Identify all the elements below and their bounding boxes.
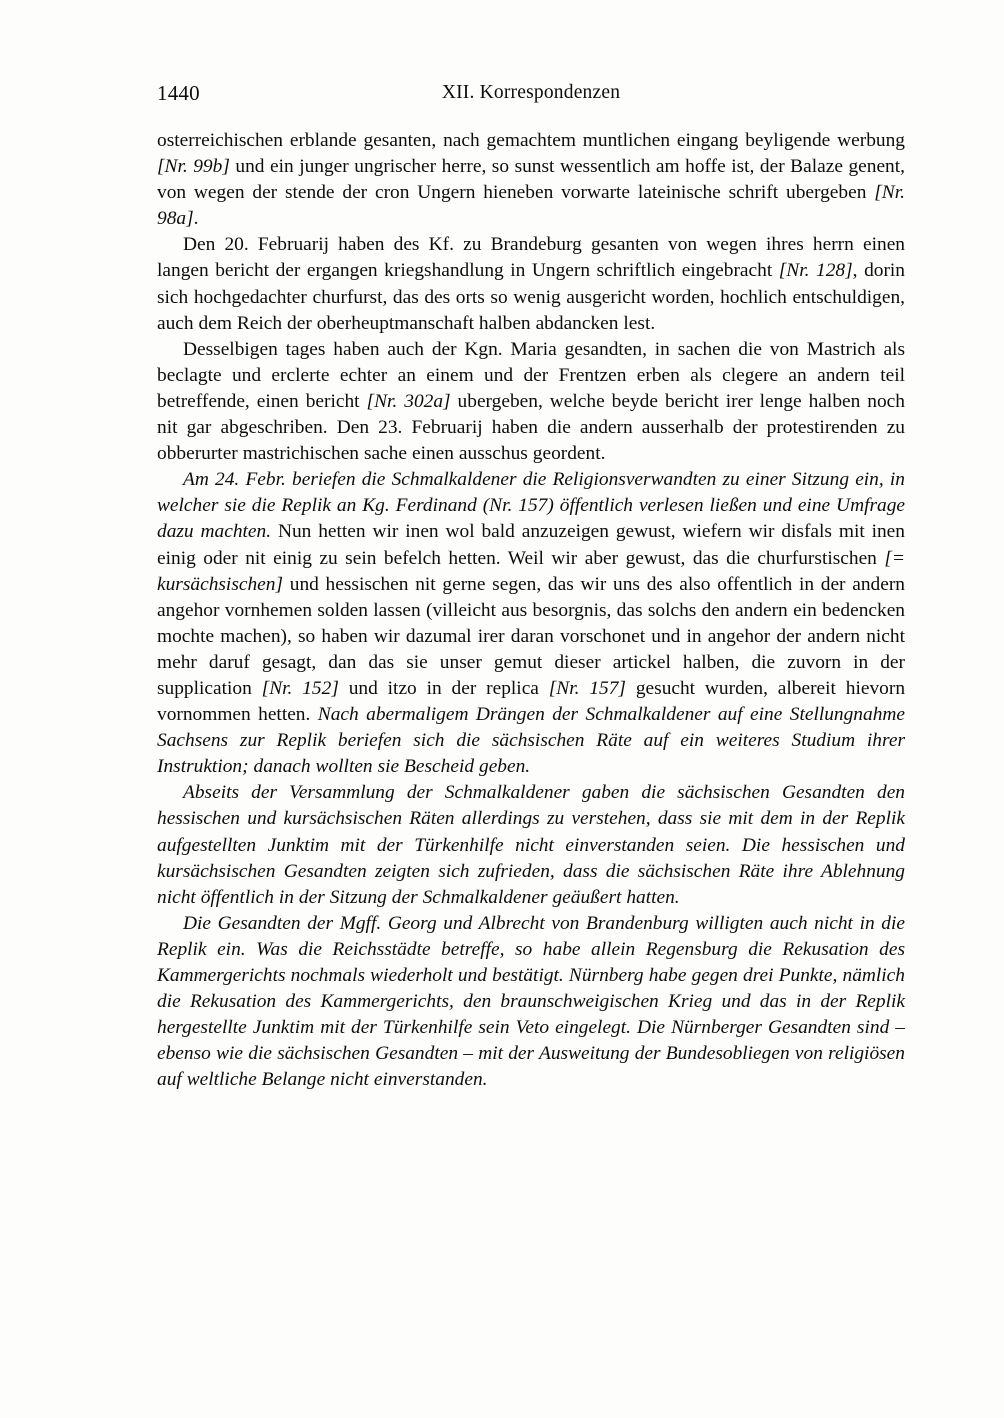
paragraph-p3 xyxy=(157,337,905,467)
italic-run: [Nr. 302a] xyxy=(366,390,451,412)
italic-run: [Nr. 157] xyxy=(548,677,626,699)
roman-run: Nun hetten wir inen wol bald anzuzeigen gewust, wiefern wir disfals mit inen einig oder nit einig zu sein befelch hetten. Weil wir aber gewust, das die churfurstischen xyxy=(157,521,905,569)
italic-run: Am 24. Febr. beriefen die Schmalkaldener die Religionsverwandten zu einer Sitzung ein, in welcher sie die Replik an Kg. Ferdinand (Nr. 157) öffentlich verlesen ließen und eine Umfrage dazu machten. xyxy=(157,469,905,543)
page-number: 1440 xyxy=(157,81,200,105)
italic-run: [Nr. 152] xyxy=(261,677,339,699)
paragraph-p6 xyxy=(157,911,905,1094)
italic-run: Die Gesandten der Mgff. Georg und Albrecht von Brandenburg willigten auch nicht in die Replik ein. Was die Reichsstädte betreffe, so habe allein Regensburg die Rekusation des Kammergerichts nochmals wiederholt und bestätigt. Nürnberg habe gegen drei Punkte, nämlich die Rekusation des Kammergerichts, den braunschweigischen Krieg und das in der Replik hergestellte Junktim mit der Türkenhilfe sein Veto eingelegt. Die Nürnberger Gesandten sind – ebenso wie die sächsischen Gesandten – mit der Ausweitung der Bundesobliegen von religiösen auf weltliche Belange nicht einverstanden. xyxy=(157,912,905,1091)
paragraph-p1 xyxy=(157,128,905,232)
italic-run: Abseits der Versammlung der Schmalkaldener gaben die sächsischen Gesandten den hessischen und kursächsischen Räten allerdings zu verstehen, dass sie mit dem in der Replik aufgestellten Junktim mit der Türkenhilfe nicht einverstanden seien. Die hessischen und kursächsischen Gesandten zeigten sich zufrieden, dass die sächsischen Räte ihre Ablehnung nicht öffentlich in der Sitzung der Schmalkaldener geäußert hatten. xyxy=(157,782,905,908)
paragraph-p2 xyxy=(157,232,905,336)
paragraph-p4 xyxy=(157,467,905,780)
roman-run: ubergeben, welche beyde bericht irer lenge halben noch nit gar abgeschriben. Den 23. Februarij haben die andern ausserhalb der protestirenden zu obberurter mastrichischen sache einen ausschus geordent. xyxy=(157,390,905,465)
roman-run: und hessischen nit gerne segen, das wir uns des also offentlich in der andern angehor vornhemen solden lassen (villeicht aus besorgnis, das solchs den andern ein bedencken mochte machen), so haben wir dazumal irer daran vorschonet und in angehor der andern nicht mehr daruf gesagt, dan das sie unser gemut dieser artickel halben, die zuvorn in der supplication xyxy=(157,573,905,699)
roman-run: . xyxy=(193,208,199,230)
running-title: XII. Korrespondenzen xyxy=(441,82,621,103)
italic-run: [Nr. 128] xyxy=(778,260,853,282)
roman-run: und ein junger ungrischer herre, so sunst wessentlich am hoffe ist, der Balaze genent, von wegen der stende der cron Ungern hieneben vorwarte lateinische schrift ubergeben xyxy=(157,156,905,204)
italic-run: [Nr. 98a] xyxy=(157,182,905,230)
roman-run: und itzo in der replica xyxy=(338,677,549,699)
running-head xyxy=(157,79,905,107)
italic-run: [Nr. 99b] xyxy=(157,156,230,178)
roman-run: osterreichischen erblande gesanten, nach gemachtem muntlichen eingang beyligende werbung xyxy=(157,130,905,151)
paragraph-p5 xyxy=(157,780,905,910)
italic-run: [= kursächsischen] xyxy=(157,547,905,595)
roman-run: Desselbigen tages haben auch der Kgn. Maria gesandten, in sachen die von Mastrich als beclagte und erclerte echter an einem und der Frentzen erben als clegere an andern teil betreffende, einen bericht xyxy=(157,338,905,412)
roman-run: gesucht wurden, albereit hievorn vornommen hetten. xyxy=(157,677,906,726)
body-text-block xyxy=(157,128,905,1093)
roman-run: , dorin sich hochgedachter churfurst, das des orts so wenig ausgericht worden, hochlich entschuldigen, auch dem Reich der oberheuptmanschaft halben abdancken lest. xyxy=(157,260,905,334)
roman-run: Den 20. Februarij haben des Kf. zu Brandeburg gesanten von wegen ihres herrn einen langen bericht der ergangen kriegshandlung in Ungern schriftlich eingebracht xyxy=(157,234,905,282)
italic-run: Nach abermaligem Drängen der Schmalkaldener auf eine Stellungnahme Sachsens zur Replik beriefen sich die sächsischen Räte auf ein weiteres Studium ihrer Instruktion; danach wollten sie Bescheid geben. xyxy=(157,704,905,778)
